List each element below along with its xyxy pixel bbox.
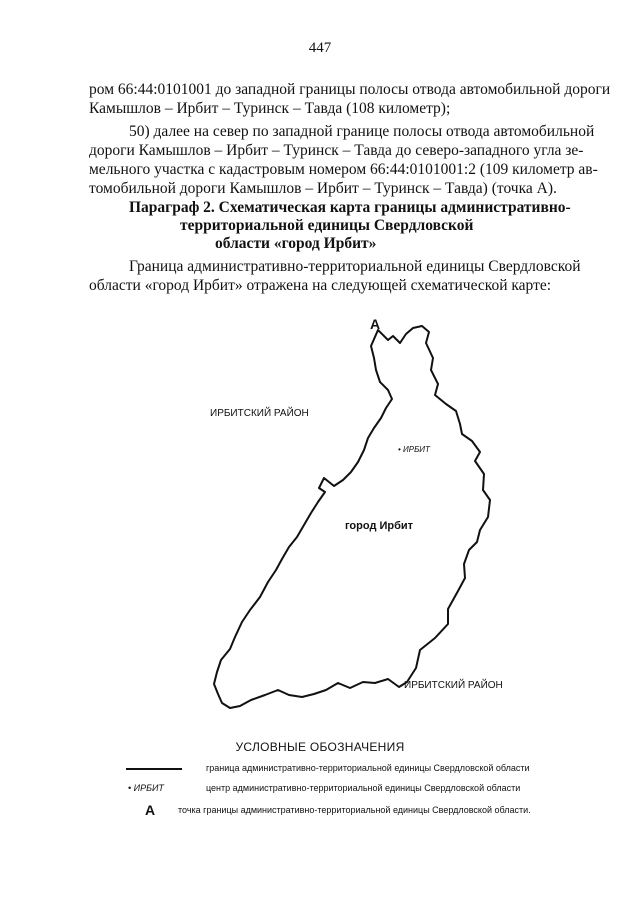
page-number: 447 bbox=[308, 40, 332, 56]
legend-item-boundary bbox=[0, 762, 640, 778]
boundary-point-label: А bbox=[370, 316, 381, 332]
district-label-bottom: ИРБИТСКИЙ РАЙОН bbox=[404, 680, 503, 691]
heading-line: территориальной единицы Свердловской bbox=[180, 217, 474, 234]
schematic-map bbox=[150, 310, 590, 730]
text-line: томобильной дороги Камышлов – Ирбит – Туринск – Тавда) (точка А). bbox=[89, 180, 557, 197]
city-name-label: город Ирбит bbox=[345, 520, 414, 532]
center-symbol: • ИРБИТ bbox=[128, 783, 164, 793]
text-line: Камышлов – Ирбит – Туринск – Тавда (108 километр); bbox=[89, 100, 451, 117]
point-symbol: А bbox=[145, 802, 156, 818]
city-center-label: • ИРБИТ bbox=[398, 445, 430, 454]
city-boundary bbox=[214, 326, 490, 708]
text-line: Граница административно-территориальной единицы Свердловской bbox=[129, 258, 581, 275]
paragraph-continuation bbox=[89, 80, 611, 118]
text-line-content: ром 66:44:0101001 до западной границы полосы отвода автомобильной дороги bbox=[89, 81, 611, 98]
text-line bbox=[89, 80, 611, 99]
text-line: мельного участка с кадастровым номером 66:44:0101001:2 (109 километр ав- bbox=[89, 161, 598, 178]
heading-line: области «город Ирбит» bbox=[215, 235, 377, 252]
section-heading bbox=[89, 199, 597, 253]
paragraph-map-intro bbox=[89, 257, 597, 295]
text-line: дороги Камышлов – Ирбит – Туринск – Тавда до северо-западного угла зе- bbox=[89, 142, 584, 159]
legend-text: центр административно-территориальной единицы Свердловской области bbox=[206, 783, 521, 793]
legend-text: точка границы административно-территориальной единицы Свердловской области. bbox=[178, 805, 531, 815]
legend-item-point bbox=[0, 800, 640, 822]
boundary-line-symbol bbox=[126, 768, 182, 770]
legend-text: граница административно-территориальной единицы Свердловской области bbox=[206, 763, 530, 773]
text-line: 50) далее на север по западной границе полосы отвода автомобильной bbox=[129, 123, 595, 140]
legend-title: УСЛОВНЫЕ ОБОЗНАЧЕНИЯ bbox=[235, 740, 405, 754]
legend-item-center bbox=[0, 782, 640, 798]
paragraph-item-50 bbox=[89, 122, 597, 198]
heading-line: Параграф 2. Схематическая карта границы административно- bbox=[129, 199, 571, 216]
district-label-top: ИРБИТСКИЙ РАЙОН bbox=[210, 408, 309, 419]
text-line: области «город Ирбит» отражена на следующей схематической карте: bbox=[89, 277, 552, 294]
